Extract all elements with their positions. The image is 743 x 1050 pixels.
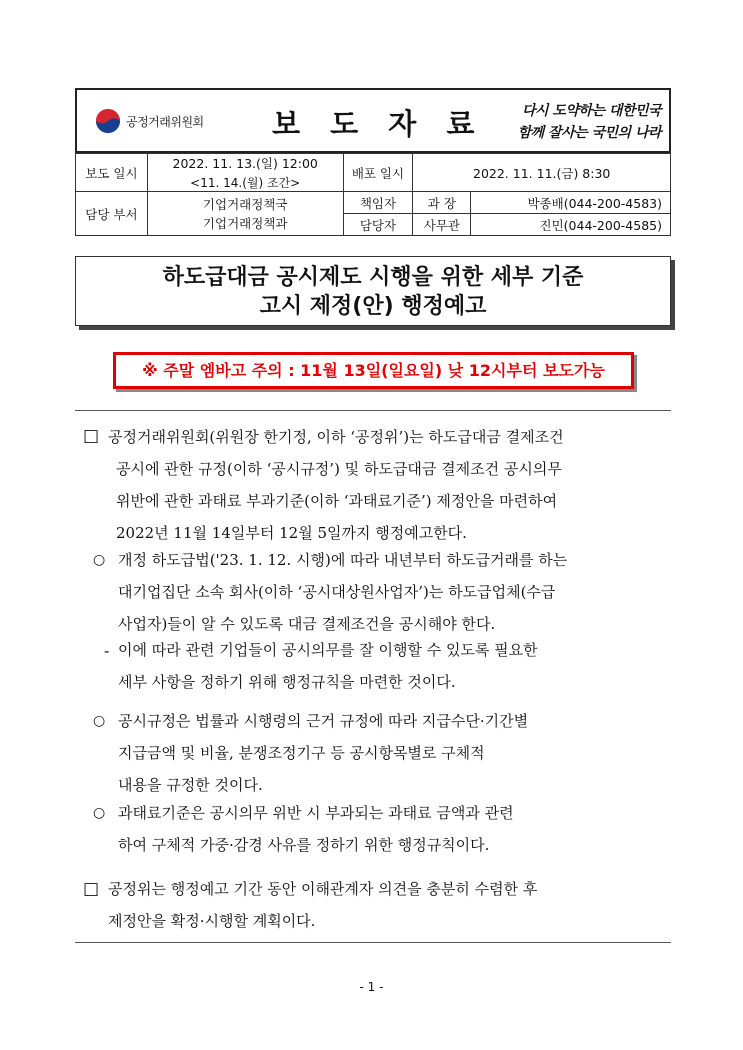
paragraph-4 bbox=[118, 705, 673, 801]
p3-line-1: 이에 따라 관련 기업들이 공시의무를 잘 이행할 수 있도록 필요한 bbox=[118, 641, 538, 659]
p6-line-1: 공정위는 행정예고 기간 동안 이해관계자 의견을 충분히 수렴한 후 bbox=[108, 880, 538, 898]
responsible-label: 책임자 bbox=[343, 192, 413, 214]
contact-title: 사무관 bbox=[413, 214, 471, 236]
release-value-cell bbox=[147, 154, 343, 192]
dept-label: 담당 부서 bbox=[76, 192, 148, 236]
document-title: 보 도 자 료 bbox=[272, 107, 485, 141]
org-name: 공정거래위원회 bbox=[126, 114, 204, 129]
p4-line-1: 공시규정은 법률과 시행령의 근거 규정에 따라 지급수단·기간별 bbox=[118, 712, 529, 730]
headline-line-2: 고시 제정(안) 행정예고 bbox=[259, 294, 487, 319]
paragraph-5 bbox=[118, 797, 673, 861]
info-table bbox=[75, 153, 671, 236]
p5-line-2: 하여 구체적 가중·감경 사유를 정하기 위한 행정규칙이다. bbox=[118, 836, 490, 854]
contact-label: 담당자 bbox=[343, 214, 413, 236]
p3-line-2: 세부 사항을 정하기 위해 행정규칙을 마련한 것이다. bbox=[118, 673, 456, 691]
p5-line-1: 과태료기준은 공시의무 위반 시 부과되는 과태료 금액과 관련 bbox=[118, 804, 514, 822]
p6-line-2: 제정안을 확정·시행할 계획이다. bbox=[108, 912, 316, 930]
responsible-contact: 박종배(044-200-4583) bbox=[471, 192, 671, 214]
paragraph-2 bbox=[118, 544, 673, 640]
slogan bbox=[518, 100, 661, 144]
headline-box bbox=[75, 256, 671, 326]
circle-bullet-icon: ○ bbox=[93, 713, 106, 729]
p1-line-4: 2022년 11월 14일부터 12월 5일까지 행정예고한다. bbox=[116, 524, 467, 542]
square-bullet-icon: □ bbox=[83, 879, 100, 899]
circle-bullet-icon: ○ bbox=[93, 805, 106, 821]
paragraph-1 bbox=[108, 421, 673, 549]
slogan-line-2: 함께 잘사는 국민의 나라 bbox=[517, 125, 661, 141]
distribute-label: 배포 일시 bbox=[343, 154, 413, 192]
p2-line-3: 사업자)들이 알 수 있도록 대금 결제조건을 공시해야 한다. bbox=[118, 615, 496, 633]
release-label: 보도 일시 bbox=[76, 154, 148, 192]
dept-line-1: 기업거래정책국 bbox=[202, 196, 288, 212]
p1-line-3: 위반에 관한 과태료 부과기준(이하 ‘과태료기준’) 제정안을 마련하여 bbox=[116, 492, 558, 510]
release-value: 2022. 11. 13.(일) 12:00 bbox=[172, 156, 318, 171]
paragraph-6 bbox=[108, 873, 673, 937]
circle-bullet-icon: ○ bbox=[93, 552, 106, 568]
p2-line-1: 개정 하도급법('23. 1. 12. 시행)에 따라 내년부터 하도급거래를 하는 bbox=[118, 551, 568, 569]
logo bbox=[95, 108, 204, 134]
header-box bbox=[75, 88, 671, 153]
slogan-line-1: 다시 도약하는 대한민국 bbox=[522, 103, 661, 119]
embargo-notice: ※ 주말 엠바고 주의 : 11월 13일(일요일) 낮 12시부터 보도가능 bbox=[113, 352, 634, 389]
bottom-divider bbox=[75, 942, 671, 943]
responsible-title: 과 장 bbox=[413, 192, 471, 214]
square-bullet-icon: □ bbox=[83, 426, 100, 446]
distribute-value: 2022. 11. 11.(금) 8:30 bbox=[413, 154, 671, 192]
contact-contact: 진민(044-200-4585) bbox=[471, 214, 671, 236]
page-number: - 1 - bbox=[359, 980, 384, 994]
p2-line-2: 대기업집단 소속 회사(이하 ‘공시대상원사업자’)는 하도급업체(수급 bbox=[118, 583, 556, 601]
paragraph-3 bbox=[118, 634, 673, 698]
p4-line-2: 지급금액 및 비율, 분쟁조정기구 등 공시항목별로 구체적 bbox=[118, 744, 485, 762]
dept-line-2: 기업거래정책과 bbox=[202, 215, 288, 231]
release-row bbox=[76, 154, 671, 192]
government-emblem-icon bbox=[95, 108, 121, 134]
dept-value-cell bbox=[147, 192, 343, 236]
release-sub: <11. 14.(월) 조간> bbox=[190, 176, 301, 190]
p1-line-2: 공시에 관한 규정(이하 ‘공시규정’) 및 하도급대금 결제조건 공시의무 bbox=[116, 460, 562, 478]
p4-line-3: 내용을 규정한 것이다. bbox=[118, 776, 263, 794]
p1-line-1: 공정거래위원회(위원장 한기정, 이하 ‘공정위’)는 하도급대금 결제조건 bbox=[108, 428, 564, 446]
responsible-row bbox=[76, 192, 671, 214]
top-divider bbox=[75, 410, 671, 411]
headline-line-1: 하도급대금 공시제도 시행을 위한 세부 기준 bbox=[162, 265, 584, 290]
dash-bullet-icon: - bbox=[104, 642, 110, 660]
